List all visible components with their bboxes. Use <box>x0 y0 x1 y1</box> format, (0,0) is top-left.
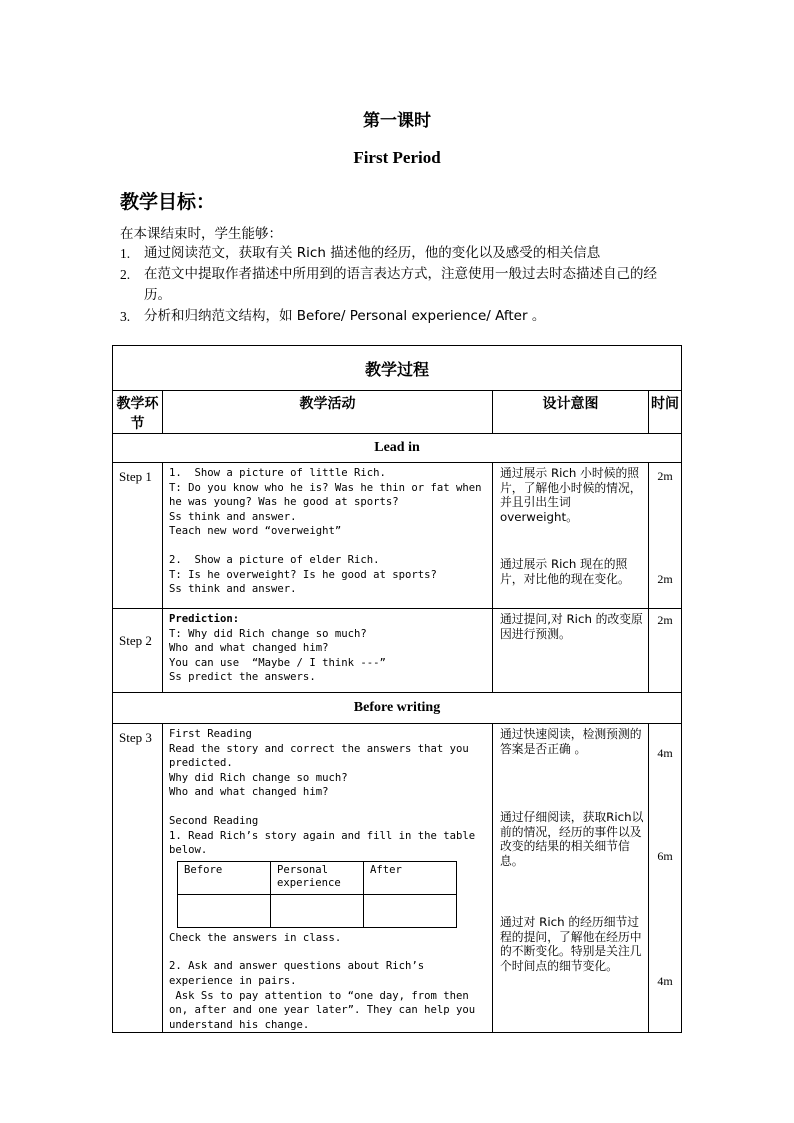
fill-in-header: Before <box>178 861 271 894</box>
table-row <box>113 463 682 609</box>
time-cell <box>649 463 682 609</box>
fill-in-blank <box>271 894 364 927</box>
activity-heading: Prediction: <box>169 613 240 625</box>
header-time: 时间 <box>649 391 682 434</box>
activity-line: T: Do you know who he is? Was he thin or fat when he was young? Was he good at sports? <box>169 481 488 509</box>
design-cell <box>493 609 649 693</box>
activity-line: Who and what changed him? <box>169 642 329 655</box>
design-text: 通过提问,对 Rich 的改变原因进行预测。 <box>500 612 643 641</box>
design-text: 通过快速阅读，检测预测的答案是否正确 。 <box>500 727 642 756</box>
objective-item-1 <box>120 243 680 264</box>
activity-line: Read the story and correct the answers that you predicted. <box>169 742 476 770</box>
design-cell <box>493 463 649 609</box>
time-cell <box>649 724 682 1033</box>
activity-line: Ss think and answer. <box>169 510 297 523</box>
page-title-cn: 第一课时 <box>363 111 431 131</box>
fill-in-blank <box>364 894 457 927</box>
objectives-heading: 教学目标： <box>120 191 216 213</box>
objective-number: 1. <box>120 246 131 261</box>
activity-line: First Reading <box>169 728 252 740</box>
objective-number: 3. <box>120 309 131 324</box>
activity-line: Ss predict the answers. <box>169 671 316 684</box>
objective-number: 2. <box>120 267 131 282</box>
time-value: 4m <box>657 746 673 760</box>
objective-item-3 <box>120 306 680 327</box>
activity-line: 2. Ask and answer questions about Rich’s experience in pairs. <box>169 960 431 987</box>
activity-line: Ask Ss to pay attention to “one day, from then on, after and one year later”. They can help you understand his change. <box>169 989 482 1031</box>
objectives-intro: 在本课结束时，学生能够： <box>120 226 282 242</box>
teaching-process-table <box>112 345 682 1033</box>
activity-line: Teach new word “overweight” <box>169 525 342 538</box>
activity-line: Who and what changed him? <box>169 786 329 799</box>
objective-text: 在范文中提取作者描述中所用到的语言表达方式，注意使用一般过去时态描述自己的经历。 <box>144 266 657 303</box>
activity-cell <box>163 609 493 693</box>
time-value: 2m <box>657 613 673 627</box>
activity-line: T: Why did Rich change so much? <box>169 627 367 640</box>
activity-line: 2. Show a picture of elder Rich. <box>169 553 380 566</box>
activity-cell <box>163 724 493 1033</box>
time-value: 2m <box>657 469 673 483</box>
step-label: Step 2 <box>113 609 163 693</box>
step-label: Step 3 <box>113 724 163 1033</box>
activity-line: Ss think and answer. <box>169 583 297 596</box>
activity-line: Why did Rich change so much? <box>169 771 348 784</box>
step-label: Step 1 <box>113 463 163 609</box>
table-row <box>113 609 682 693</box>
design-text: 通过对 Rich 的经历细节过程的提问，了解他在经历中的不断变化。特别是关注几个时间点的细节变化。 <box>500 915 642 973</box>
header-activity: 教学活动 <box>163 391 493 434</box>
design-text: 通过仔细阅读，获取Rich以前的情况，经历的事件以及改变的结果的相关细节信息。 <box>500 810 644 868</box>
activity-cell <box>163 463 493 609</box>
objective-text: 分析和归纳范文结构，如 Before/ Personal experience/ After 。 <box>144 308 546 324</box>
table-title: 教学过程 <box>113 346 682 391</box>
header-stage: 教学环节 <box>113 391 163 434</box>
activity-line: T: Is he overweight? Is he good at sports? <box>169 568 437 581</box>
activity-line: 1. Read Rich’s story again and fill in the table below. <box>169 829 482 857</box>
section-lead-in: Lead in <box>113 434 682 463</box>
design-cell <box>493 724 649 1033</box>
activity-line: Check the answers in class. <box>169 931 342 944</box>
page-title-en: First Period <box>353 148 441 167</box>
activity-line: You can use “Maybe / I think ---” <box>169 656 386 669</box>
objective-item-2 <box>120 264 680 306</box>
design-text: 通过展示 Rich 现在的照片，对比他的现在变化。 <box>500 557 630 586</box>
objective-text: 通过阅读范文，获取有关 Rich 描述他的经历，他的变化以及感受的相关信息 <box>144 245 601 261</box>
activity-line: 1. Show a picture of little Rich. <box>169 467 386 479</box>
time-value: 2m <box>657 572 673 586</box>
time-value: 6m <box>657 849 673 863</box>
fill-in-header: Personal experience <box>271 861 364 894</box>
fill-in-header: After <box>364 861 457 894</box>
time-value: 4m <box>657 974 673 988</box>
time-cell <box>649 609 682 693</box>
header-design: 设计意图 <box>493 391 649 434</box>
fill-in-table <box>177 861 457 928</box>
activity-line: Second Reading <box>169 814 259 827</box>
section-before-writing: Before writing <box>113 693 682 724</box>
design-text: 通过展示 Rich 小时候的照片，了解他小时候的情况，并且引出生词overweight。 <box>500 466 642 524</box>
fill-in-blank <box>178 894 271 927</box>
table-row <box>113 724 682 1033</box>
